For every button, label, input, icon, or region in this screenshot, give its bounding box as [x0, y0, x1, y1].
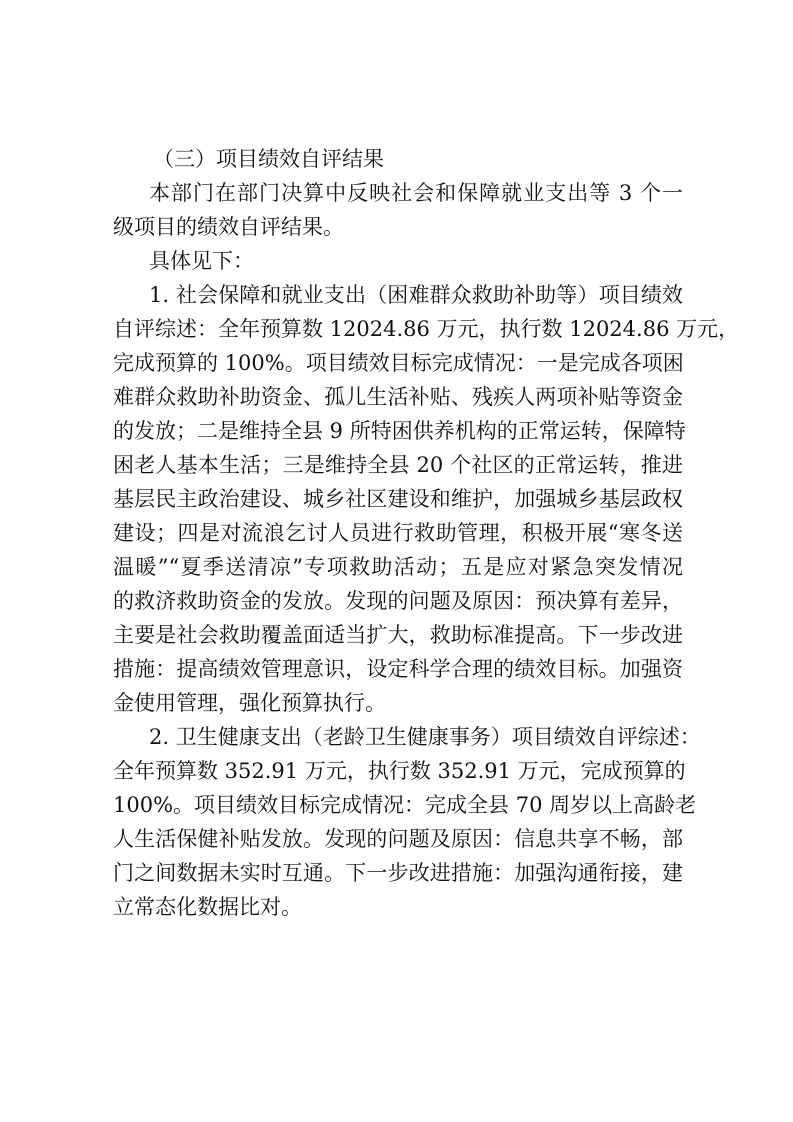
paragraph-line: 困老人基本生活；三是维持全县 20 个社区的正常运转，推进	[113, 453, 683, 477]
paragraph-line: 完成预算的 100%。项目绩效目标完成情况：一是完成各项困	[113, 351, 684, 375]
paragraph-line: 本部门在部门决算中反映社会和保障就业支出等 3 个一	[149, 181, 683, 205]
document-page	[113, 147, 740, 930]
paragraph-line: 难群众救助补助资金、孤儿生活补贴、残疾人两项补贴等资金	[113, 385, 683, 409]
paragraph-line: 建设；四是对流浪乞讨人员进行救助管理，积极开展“寒冬送	[113, 521, 683, 545]
item1-paragraph	[113, 283, 740, 726]
paragraph-line: 立常态化数据比对。	[113, 895, 302, 919]
paragraph-line: 主要是社会救助覆盖面适当扩大，救助标准提高。下一步改进	[113, 623, 683, 647]
paragraph-line: 级项目的绩效自评结果。	[113, 215, 344, 239]
paragraph-line: 自评综述：全年预算数 12024.86 万元，执行数 12024.86 万元，	[113, 317, 740, 341]
paragraph-line: 措施：提高绩效管理意识，设定科学合理的绩效目标。加强资	[113, 657, 683, 681]
paragraph-line: 的救济救助资金的发放。发现的问题及原因：预决算有差异，	[113, 589, 683, 613]
paragraph-line: 人生活保健补贴发放。发现的问题及原因：信息共享不畅，部	[113, 827, 683, 851]
paragraph-line: 1. 社会保障和就业支出（困难群众救助补助等）项目绩效	[149, 283, 683, 307]
paragraph-line: 全年预算数 352.91 万元，执行数 352.91 万元，完成预算的	[113, 759, 686, 783]
detail-label: 具体见下：	[149, 249, 254, 273]
section-heading: （三）项目绩效自评结果	[153, 147, 384, 171]
paragraph-line: 金使用管理，强化预算执行。	[113, 691, 386, 715]
item2-paragraph	[113, 725, 701, 930]
paragraph-line: 100%。项目绩效目标完成情况：完成全县 70 周岁以上高龄老	[113, 793, 697, 817]
paragraph-line: 的发放；二是维持全县 9 所特困供养机构的正常运转，保障特	[113, 419, 686, 443]
paragraph-line: 温暖”“夏季送清凉”专项救助活动；五是应对紧急突发情况	[113, 555, 683, 579]
intro-paragraph	[113, 182, 683, 250]
paragraph-line: 门之间数据未实时互通。下一步改进措施：加强沟通衔接，建	[113, 861, 683, 885]
paragraph-line: 基层民主政治建设、城乡社区建设和维护，加强城乡基层政权	[113, 487, 683, 511]
paragraph-line: 2. 卫生健康支出（老龄卫生健康事务）项目绩效自评综述：	[149, 725, 701, 749]
